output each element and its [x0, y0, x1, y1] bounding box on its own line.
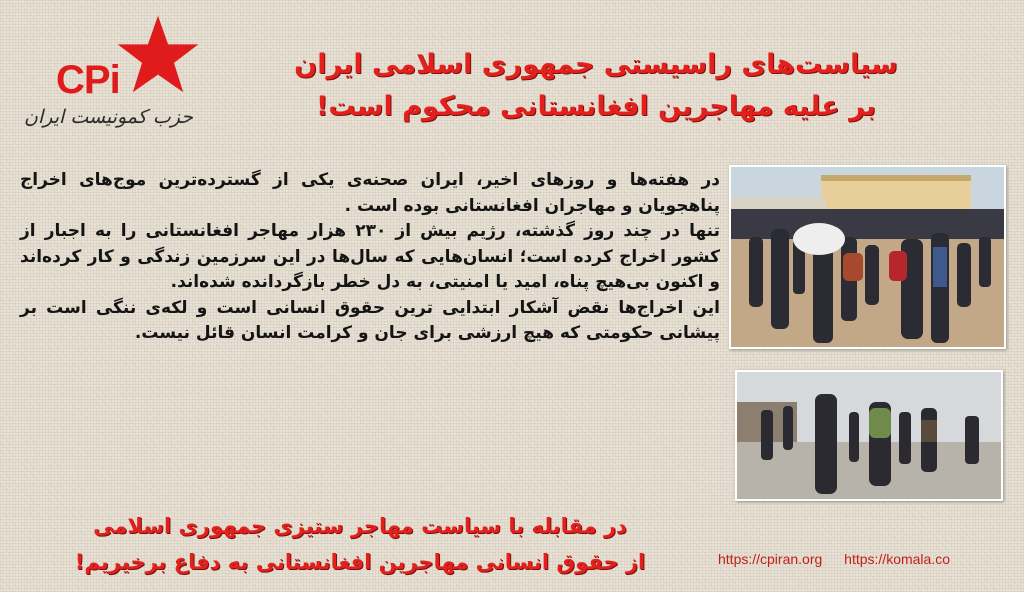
link-komala[interactable]: https://komala.co — [844, 551, 950, 567]
title-line-2: بر علیه مهاجرین افغانستانی محکوم است! — [316, 91, 876, 122]
call-to-action — [40, 508, 680, 580]
party-logo — [18, 14, 203, 144]
slogan-line-1: در مقابله با سیاست مهاجر ستیزی جمهوری اسلامی — [93, 514, 627, 538]
paragraph-3: این اخراج‌ها نقض آشکار ابتدایی ترین حقوق انسانی است و لکه‌ی ننگی است بر پیشانی حکومتی که هیچ ارزشی برای جان و کرامت انسان قائل نیست. — [20, 297, 720, 343]
page-title — [276, 44, 916, 128]
statement-body — [20, 168, 720, 347]
website-links — [718, 551, 968, 567]
link-cpiran[interactable]: https://cpiran.org — [718, 551, 823, 567]
paragraph-2: تنها در چند روز گذشته، رژیم بیش از ۲۳۰ هزار مهاجر افغانستانی را به اجبار از کشور اخراج کرده است؛ انسان‌هایی که سال‌ها در این سرزمین زندگی و کار کرده‌اند و اکنون بی‌هیچ پناه، امید یا امنیتی، به دل خطر بازگردانده شده‌اند. — [20, 221, 721, 292]
red-star-icon — [116, 14, 200, 94]
logo-abbreviation: CPi — [56, 58, 120, 102]
migrants-crowd-photo — [729, 165, 1006, 349]
title-line-1: سیاست‌های راسیستی جمهوری اسلامی ایران — [294, 49, 898, 80]
paragraph-1: در هفته‌ها و روزهای اخیر، ایران صحنه‌ی یکی از گسترده‌ترین موج‌های اخراج پناهجویان و مهاجران افغانستانی بوده است . — [20, 170, 720, 216]
logo-party-name: حزب کمونیست ایران — [24, 106, 193, 128]
migrants-walking-photo — [735, 370, 1003, 501]
slogan-line-2: از حقوق انسانی مهاجرین افغانستانی به دفاع برخیریم! — [74, 550, 646, 574]
